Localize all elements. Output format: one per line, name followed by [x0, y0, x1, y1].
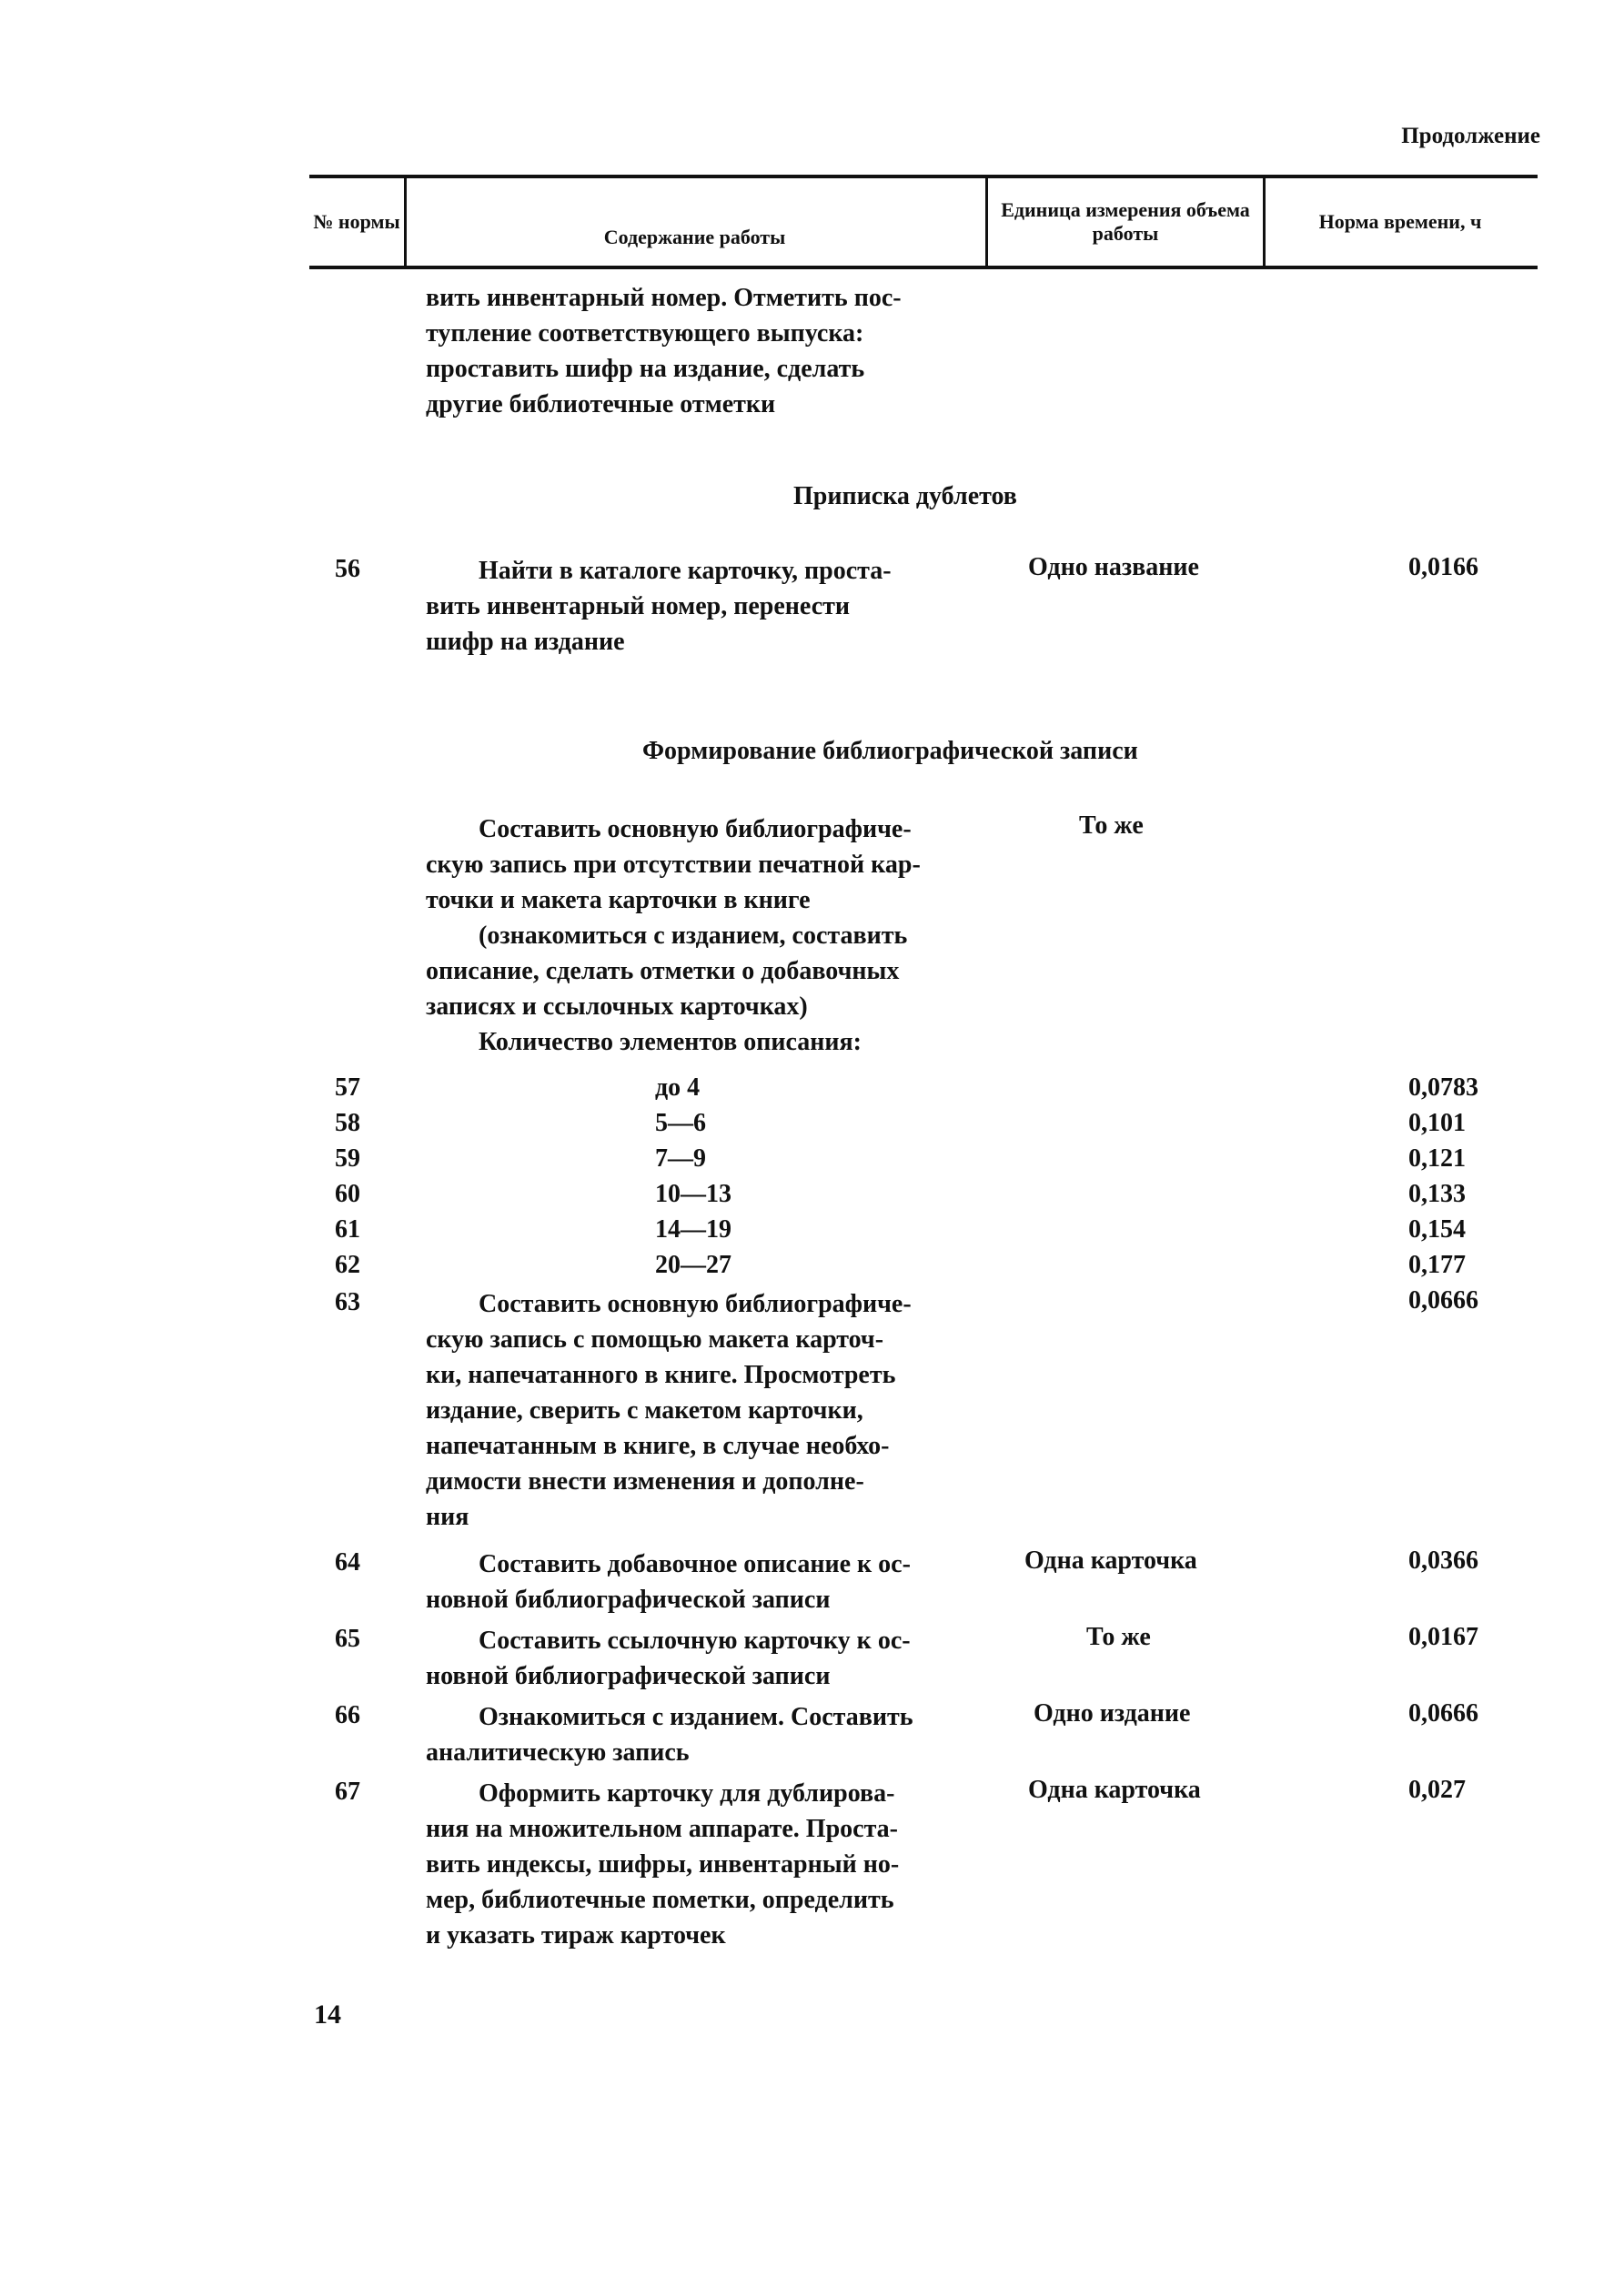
header-unit: Единица измерения объема работы — [988, 178, 1266, 266]
row-text: мер, библиотечные пометки, определить — [426, 1886, 894, 1914]
range-label: 10—13 — [655, 1180, 731, 1208]
row-value: 0,0166 — [1408, 553, 1478, 581]
row-value: 0,0366 — [1408, 1546, 1478, 1575]
row-num: 67 — [335, 1778, 360, 1806]
range-label: 20—27 — [655, 1251, 731, 1279]
row-text: Оформить карточку для дублирова- — [479, 1779, 895, 1808]
range-num: 59 — [335, 1144, 360, 1173]
row-text: Составить ссылочную карточку к ос- — [479, 1627, 911, 1655]
row-text: ки, напечатанного в книге. Просмотреть — [426, 1361, 896, 1389]
range-num: 57 — [335, 1073, 360, 1102]
row-unit: Одно название — [1028, 553, 1199, 581]
row-text: напечатанным в книге, в случае необхо- — [426, 1432, 890, 1460]
row-value: 0,0666 — [1408, 1699, 1478, 1728]
row-num: 63 — [335, 1288, 360, 1316]
header-num: № нормы — [309, 178, 407, 266]
row-unit: Одна карточка — [1028, 1776, 1201, 1804]
row-text: димости внести изменения и дополне- — [426, 1467, 864, 1496]
block-text: записях и ссылочных карточках) — [426, 992, 808, 1021]
range-label: 14—19 — [655, 1215, 731, 1244]
row-unit: Одна карточка — [1024, 1546, 1197, 1575]
header-norm: Норма времени, ч — [1318, 210, 1482, 233]
row-text: и указать тираж карточек — [426, 1921, 726, 1949]
intro-line: тупление соответствующего выпуска: — [426, 319, 864, 348]
row-text: Найти в каталоге карточку, проста- — [479, 557, 892, 585]
intro-line: вить инвентарный номер. Отметить пос- — [426, 284, 902, 312]
row-text: вить индексы, шифры, инвентарный но- — [426, 1850, 900, 1879]
row-num: 64 — [335, 1548, 360, 1577]
block-text: описание, сделать отметки о добавочных — [426, 957, 900, 985]
intro-line: другие библиотечные отметки — [426, 390, 776, 418]
row-value: 0,027 — [1408, 1776, 1466, 1804]
range-label: 7—9 — [655, 1144, 706, 1173]
row-num: 65 — [335, 1625, 360, 1653]
range-num: 61 — [335, 1215, 360, 1244]
block-text: (ознакомиться с изданием, составить — [479, 922, 908, 950]
row-value: 0,0167 — [1408, 1623, 1478, 1651]
row-value: 0,0666 — [1408, 1286, 1478, 1315]
header-content: Содержание работы — [404, 178, 988, 266]
range-value: 0,177 — [1408, 1251, 1466, 1279]
range-label: до 4 — [655, 1073, 701, 1102]
row-unit: То же — [1086, 1623, 1151, 1651]
range-num: 58 — [335, 1109, 360, 1137]
row-text: шифр на издание — [426, 628, 625, 656]
row-text: Ознакомиться с изданием. Составить — [479, 1703, 913, 1731]
continuation-label: Продолжение — [1401, 124, 1540, 148]
row-text: ния — [426, 1503, 469, 1531]
row-text: Составить добавочное описание к ос- — [479, 1550, 911, 1578]
range-value: 0,154 — [1408, 1215, 1466, 1244]
row-text: издание, сверить с макетом карточки, — [426, 1396, 863, 1425]
row-text: вить инвентарный номер, перенести — [426, 592, 851, 620]
range-value: 0,0783 — [1408, 1073, 1478, 1102]
range-value: 0,121 — [1408, 1144, 1466, 1173]
block-text: Количество элементов описания: — [479, 1028, 862, 1056]
block-text: скую запись при отсутствии печатной кар- — [426, 851, 921, 879]
row-text: ния на множительном аппарате. Проста- — [426, 1815, 898, 1843]
row-num: 56 — [335, 555, 360, 583]
row-text: Составить основную библиографиче- — [479, 1290, 912, 1318]
row-num: 66 — [335, 1701, 360, 1729]
page-number: 14 — [314, 2000, 341, 2030]
range-num: 60 — [335, 1180, 360, 1208]
range-value: 0,101 — [1408, 1109, 1466, 1137]
block-text: Составить основную библиографиче- — [479, 815, 912, 843]
range-label: 5—6 — [655, 1109, 706, 1137]
row-text: новной библиографической записи — [426, 1586, 831, 1614]
block-unit: То же — [1079, 811, 1144, 840]
range-num: 62 — [335, 1251, 360, 1279]
row-text: новной библиографической записи — [426, 1662, 831, 1690]
section-heading-bibliographic: Формирование библиографической записи — [642, 737, 1138, 765]
row-unit: Одно издание — [1034, 1699, 1191, 1728]
row-text: аналитическую запись — [426, 1738, 690, 1767]
table-header — [309, 175, 1538, 269]
range-value: 0,133 — [1408, 1180, 1466, 1208]
row-text: скую запись с помощью макета карточ- — [426, 1325, 884, 1354]
block-text: точки и макета карточки в книге — [426, 886, 811, 914]
intro-line: проставить шифр на издание, сделать — [426, 355, 865, 383]
section-heading-duplicates: Приписка дублетов — [793, 482, 1017, 510]
